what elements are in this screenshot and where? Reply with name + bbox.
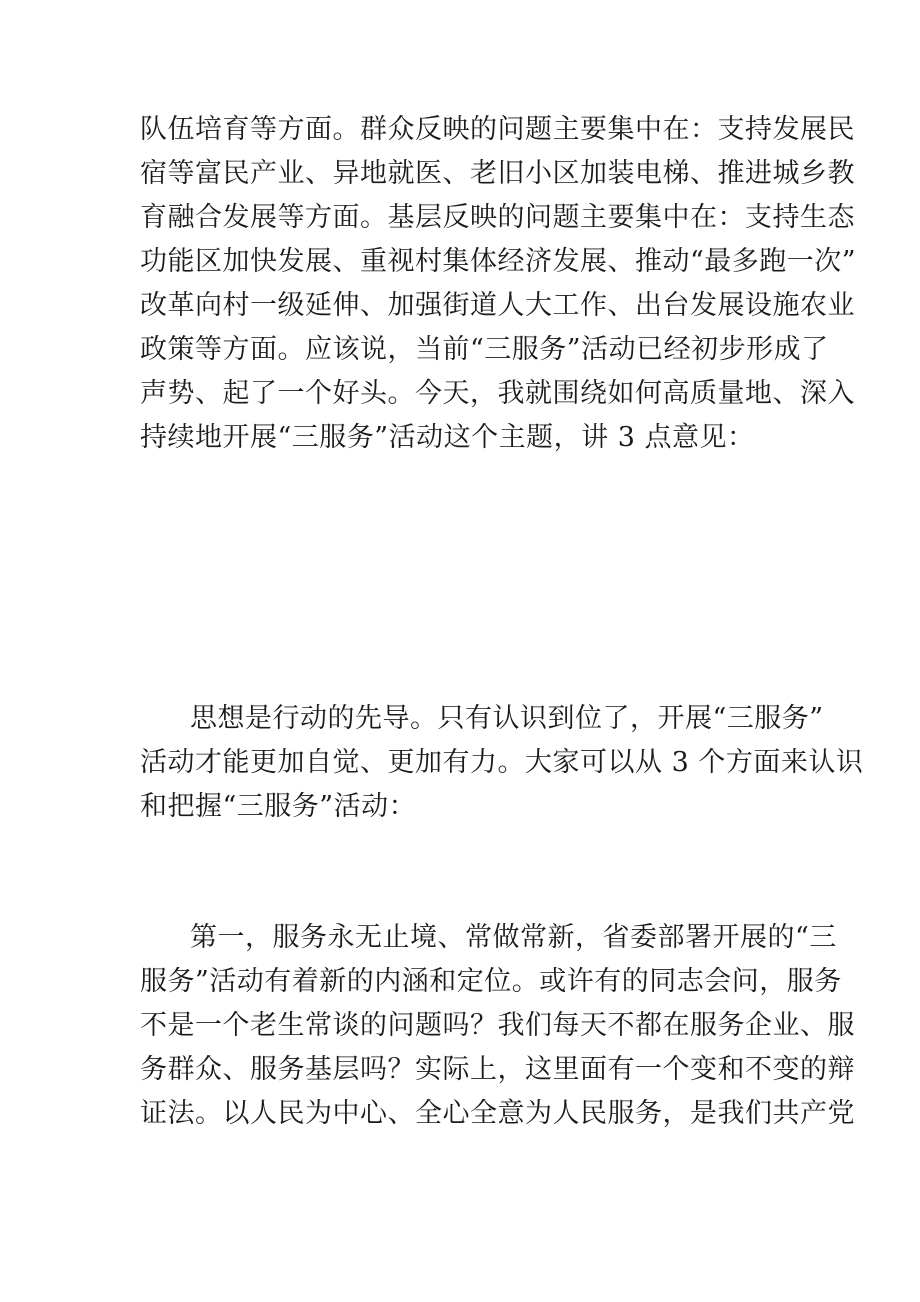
text-line: 思想是行动的先导。只有认识到位了，开展“三服务”: [190, 703, 824, 734]
paragraph-2: [140, 697, 864, 829]
text-line: 育融合发展等方面。基层反映的问题主要集中在：支持生态: [140, 202, 855, 233]
text-line: 持续地开展“三服务”活动这个主题，讲 3 点意见：: [140, 422, 755, 453]
text-line: 声势、起了一个好头。今天，我就围绕如何高质量地、深入: [140, 378, 855, 409]
text-line: 第一，服务永无止境、常做常新，省委部署开展的“三: [190, 922, 837, 953]
text-line: 改革向村一级延伸、加强街道人大工作、出台发展设施农业: [140, 290, 855, 321]
text-line: 功能区加快发展、重视村集体经济发展、推动“最多跑一次”: [140, 246, 857, 277]
text-line: 不是一个老生常谈的问题吗？我们每天不都在服务企业、服: [140, 1010, 855, 1041]
text-line: 政策等方面。应该说，当前“三服务”活动已经初步形成了: [140, 334, 829, 365]
text-line: 宿等富民产业、异地就医、老旧小区加装电梯、推进城乡教: [140, 158, 855, 189]
text-line: 证法。以人民为中心、全心全意为人民服务，是我们共产党: [140, 1098, 855, 1129]
paragraph-3: [140, 916, 855, 1136]
text-line: 务群众、服务基层吗？实际上，这里面有一个变和不变的辩: [140, 1054, 855, 1085]
text-line: 队伍培育等方面。群众反映的问题主要集中在：支持发展民: [140, 114, 855, 145]
text-line: 活动才能更加自觉、更加有力。大家可以从 3 个方面来认识: [140, 747, 864, 778]
text-line: 和把握“三服务”活动：: [140, 791, 417, 822]
text-line: 服务”活动有着新的内涵和定位。或许有的同志会问，服务: [140, 966, 842, 997]
paragraph-1: [140, 108, 857, 460]
